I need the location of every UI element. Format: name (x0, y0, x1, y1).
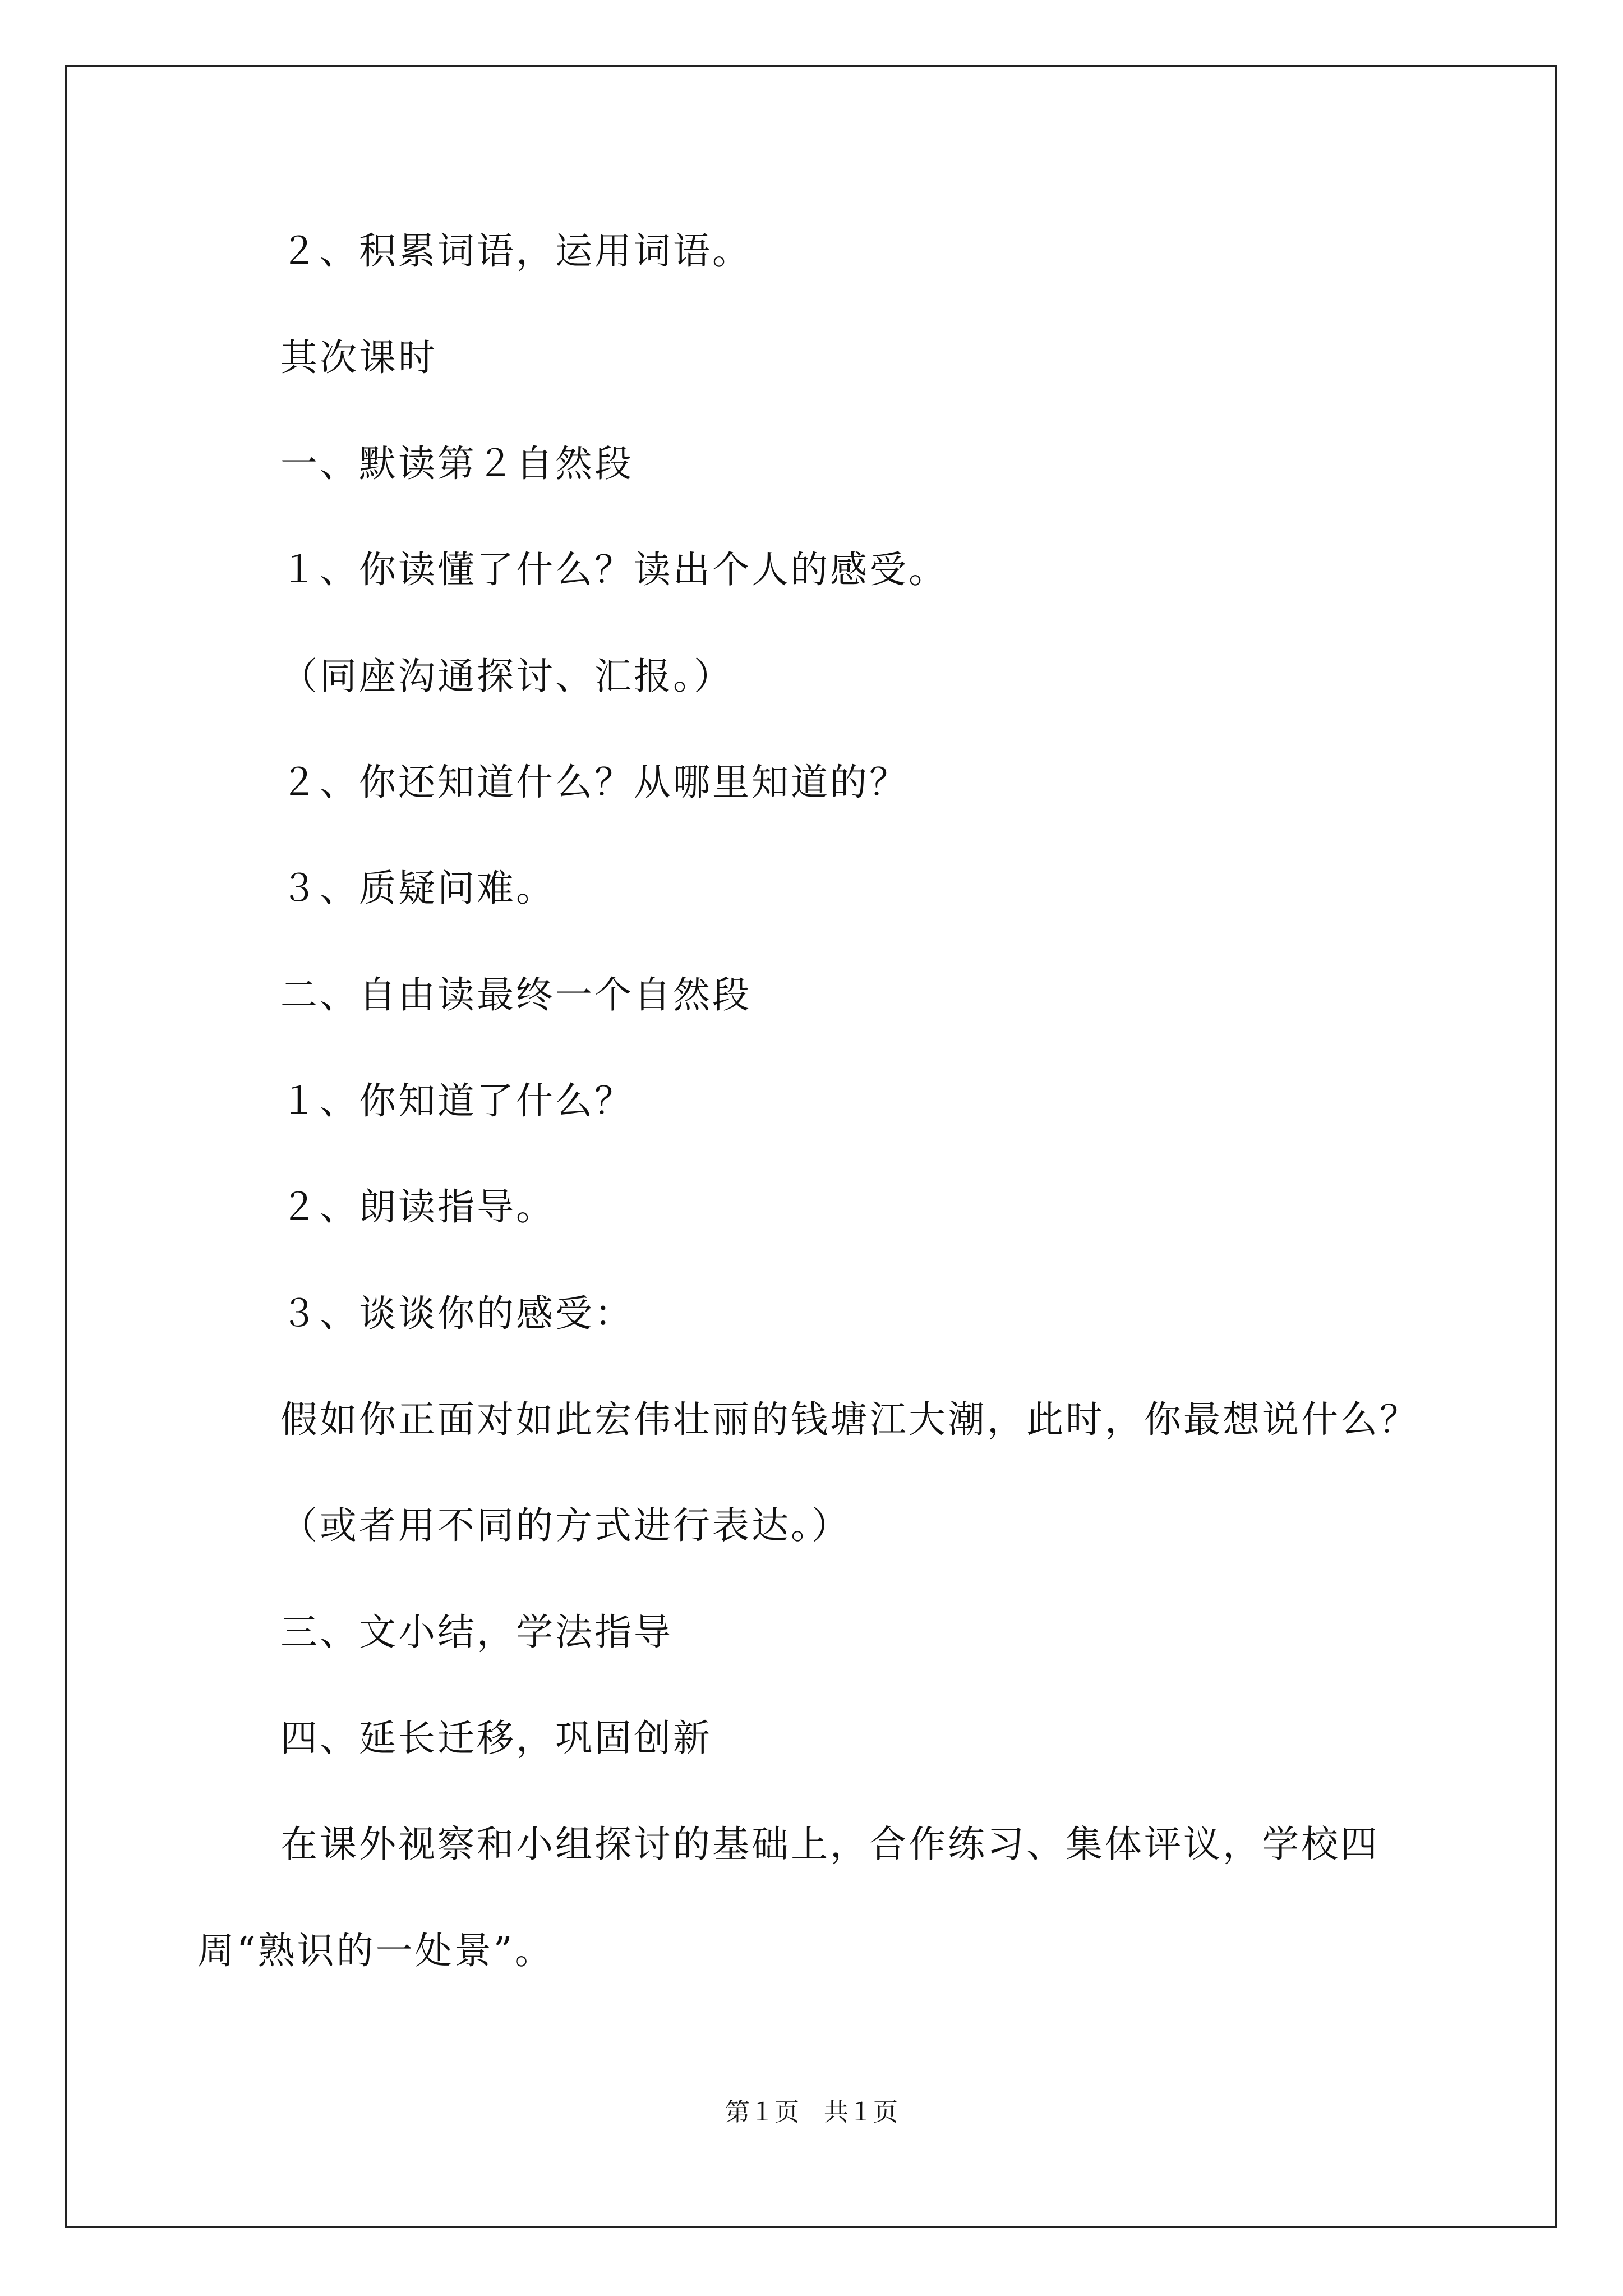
text-line: ２、你还知道什么？从哪里知道的？ (280, 761, 909, 804)
text-line: 其次课时 (280, 336, 437, 379)
text-line: 一、默读第２自然段 (280, 442, 634, 485)
text-line: ２、积累词语，运用词语。 (280, 229, 751, 273)
text-line: ３、质疑问难。 (280, 867, 555, 910)
text-line: ３、谈谈你的感受： (280, 1292, 634, 1335)
text-line: 二、自由读最终一个自然段 (280, 973, 751, 1016)
text-line: 假如你正面对如此宏伟壮丽的钱塘江大潮，此时，你最想说什么？ (280, 1398, 1419, 1441)
text-line: （或者用不同的方式进行表达。） (280, 1504, 851, 1547)
text-line: １、你知道了什么？ (280, 1079, 634, 1122)
text-line: （同座沟通探讨、汇报。） (280, 655, 733, 698)
text-line: ２、朗读指导。 (280, 1185, 555, 1228)
text-line: 周“熟识的一处景”。 (197, 1929, 554, 1972)
page-border (65, 65, 1557, 2228)
text-line: 在课外视察和小组探讨的基础上，合作练习、集体评议，学校四 (280, 1823, 1380, 1866)
text-line: 四、延长迁移，巩固创新 (280, 1717, 712, 1760)
text-line: １、你读懂了什么？读出个人的感受。 (280, 548, 948, 591)
page-footer: 第１页 共１页 (725, 2098, 898, 2127)
text-line: 三、文小结，学法指导 (280, 1611, 673, 1654)
